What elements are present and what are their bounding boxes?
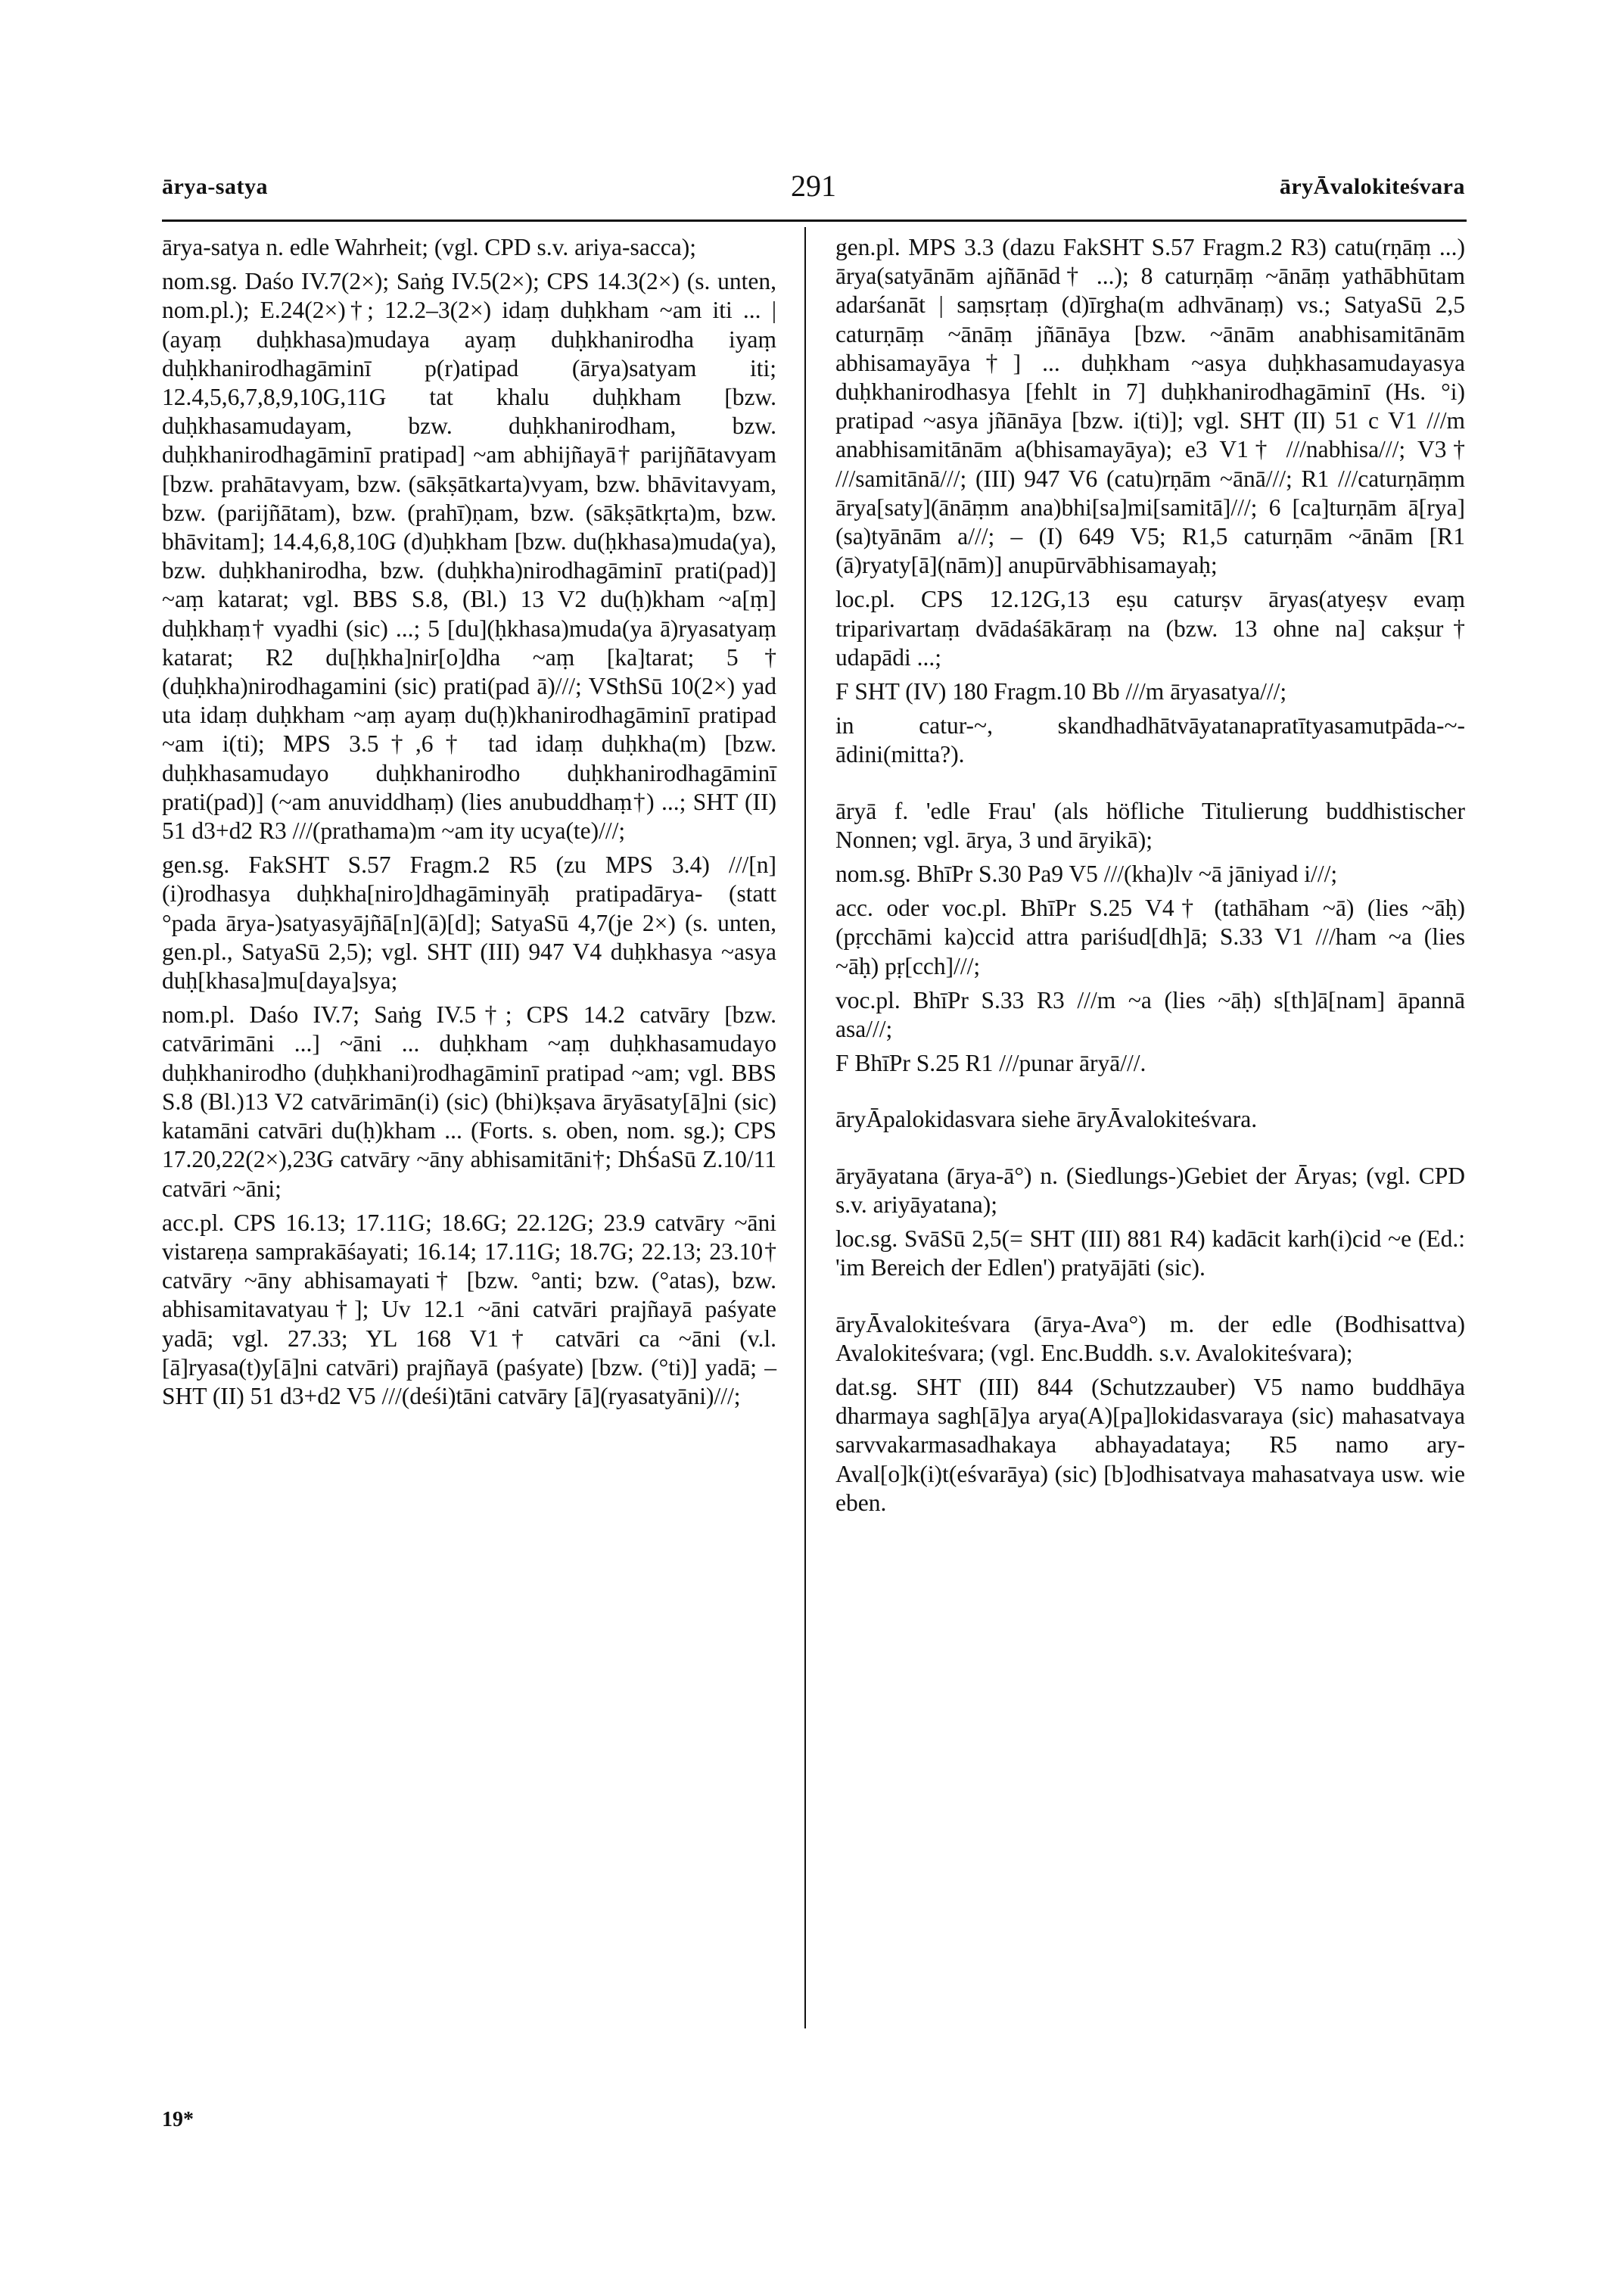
running-head-left: ārya-satya <box>162 174 268 199</box>
entry-compounds: in catur-~, skandhadhātvāyatanapratītyasamutpāda-~-ādini(mitta?). <box>835 712 1465 768</box>
entry-avalokitesvara-dat-sg: dat.sg. SHT (III) 844 (Schutzzauber) V5 namo buddhāya dharmaya sagh[ā]ya arya(A)[pa]lokidasvaraya (sic) mahasatvaya sarvvakarmasadhakaya abhayadataya; R5 namo ary-Aval[o]k(i)t(eśvarāya) (sic) [b]odhisatvaya mahasatvaya usw. wie eben. <box>835 1373 1465 1516</box>
entry-gen-sg: gen.sg. FakSHT S.57 Fragm.2 R5 (zu MPS 3.4) ///[n](i)rodhasya duḥkha[niro]dhagāminyāḥ pratipadārya- (statt °pada ārya-)satyasyājñā[n](ā)[d]; SatyaSū 4,7(je 2×) (s. unten, gen.pl., SatyaSū 2,5); vgl. SHT (III) 947 V4 duḥkhasya ~asya duḥ[khasa]mu[daya]sya; <box>162 851 776 995</box>
running-head-right: āryĀvalokiteśvara <box>1279 174 1465 199</box>
entry-aryayatana-headword: āryāyatana (ārya-ā°) n. (Siedlungs-)Gebiet der Āryas; (vgl. CPD s.v. ariyāyatana); <box>835 1162 1465 1218</box>
entry-nom-sg: nom.sg. Daśo IV.7(2×); Saṅg IV.5(2×); CPS 14.3(2×) (s. unten, nom.pl.); E.24(2×)†; 12.2–3(2×) idaṃ duḥkham ~am iti ... | (ayaṃ duḥkhasa)mudaya ayaṃ duḥkhanirodha iyaṃ duḥkhanirodhagāminī p(r)atipad (ārya)satyam iti; 12.4,5,6,7,8,9,10G,11G tat khalu duḥkham [bzw. duḥkhasamudayam, bzw. duḥkhanirodham, bzw. duḥkhanirodhagāminī pratipad] ~am abhijñayā† parijñātavyam [bzw. prahātavyam, bzw. (sākṣātkarta)vyam, bzw. bhāvitavyam, bzw. (parijñātam), bzw. (prahī)ṇam, bzw. (sākṣātkṛta)m, bzw. bhāvitam]; 14.4,6,8,10G (d)uḥkham [bzw. du(ḥkhasa)muda(ya), bzw. duḥkhanirodha, bzw. (duḥkha)nirodhagāminī prati(pad)] ~aṃ katarat; vgl. BBS S.8, (Bl.) 13 V2 du(ḥ)kham ~a[ṃ] duḥkhaṃ† vyadhi (sic) ...; 5 [du](ḥkhasa)muda(ya ā)ryasatyaṃ katarat; R2 du[ḥkha]nir[o]dha ~aṃ [ka]tarat; 5† (duḥkha)nirodhagamini (sic) prati(pad ā)///; VSthSū 10(2×) yad uta idaṃ duḥkham ~aṃ ayaṃ du(ḥ)khanirodhagāminī pratipad ~am i(ti); MPS 3.5†,6† tad idaṃ duḥkha(m) [bzw. duḥkhasamudayo duḥkhanirodho duḥkhanirodhagāminī prati(pad)] (~am anuviddhaṃ) (lies anubuddhaṃ†) ...; SHT (II) 51 d3+d2 R3 ///(prathama)m ~am ity ucya(te)///; <box>162 268 776 845</box>
entry-aryayatana-loc-sg: loc.sg. SvāSū 2,5(= SHT (III) 881 R4) kadācit karh(i)cid ~e (Ed.: 'im Bereich der Edlen') pratyājāti (sic). <box>835 1225 1465 1281</box>
entry-gen-pl: gen.pl. MPS 3.3 (dazu FakSHT S.57 Fragm.2 R3) catu(rṇāṃ ...) ārya(satyānām ajñānād† ...); 8 caturṇāṃ ~ānāṃ yathābhūtam adarśanāt | saṃsṛtaṃ (d)īrgha(m adhvānaṃ) vs.; SatyaSū 2,5 caturṇāṃ ~ānāṃ jñānāya [bzw. ~ānām anabhisamitānām abhisamayāya†] ... duḥkham ~asya duḥkhasamudayasya duḥkhanirodhasya [fehlt in 7] duḥkhanirodhagāminī (Hs. °i) pratipad ~asya jñānāya [bzw. i(ti)]; vgl. SHT (II) 51 c V1 ///m anabhisamitānām a(bhisamayāya); e3 V1† ///nabhisa///; V3† ///samitānā///; (III) 947 V6 (catu)rṇām ~ānā///; R1 ///caturṇāṃm ārya[saty](ānāṃm ana)bhi[sa]mi[samitā]///; 6 [ca]turṇām ā[rya](sa)tyānām a///; – (I) 649 V5; R1,5 caturṇām ~ānām [R1 (ā)ryaty[ā](nām)] anupūrvābhisamayaḥ; <box>835 234 1465 579</box>
left-column <box>162 233 776 1411</box>
entry-avalokitesvara-headword: āryĀvalokiteśvara (ārya-Ava°) m. der edle (Bodhisattva) Avalokiteśvara; (vgl. Enc.Buddh. s.v. Avalokiteśvara); <box>835 1310 1465 1366</box>
entry-fragment: F SHT (IV) 180 Fragm.10 Bb ///m āryasatya///; <box>835 678 1287 705</box>
entry-arya-nom-sg: nom.sg. BhīPr S.30 Pa9 V5 ///(kha)lv ~ā jāniyad i///; <box>835 861 1338 888</box>
entry-nom-pl: nom.pl. Daśo IV.7; Saṅg IV.5†; CPS 14.2 catvāry [bzw. catvārimāni ...] ~āni ... duḥkham ~aṃ duḥkhasamudayo duḥkhanirodho (duḥkhani)rodhagāminī pratipad ~am; vgl. BBS S.8 (Bl.)13 V2 catvārimān(i) (sic) (bhi)kṣava āryāsaty[ā]ni (sic) katamāni catvāri du(ḥ)kham ... (Forts. s. oben, nom. sg.); CPS 17.20,22(2×),23G catvāry ~āny abhisamitāni†; DhŚaSū Z.10/11 catvāri ~āni; <box>162 1001 776 1202</box>
entry-acc-pl: acc.pl. CPS 16.13; 17.11G; 18.6G; 22.12G; 23.9 catvāry ~āni vistareṇa samprakāśayati; 16.14; 17.11G; 18.7G; 22.13; 23.10† catvāry ~āny abhisamayati† [bzw. °anti; bzw. (°atas), bzw. abhisamitavatyau†]; Uv 12.1 ~āni catvāri prajñayā paśyate yadā; vgl. 27.33; YL 168 V1† catvāri ca ~āni (v.l. [ā]ryasa(t)y[ā]ni catvāri) prajñayā (paśyate) [bzw. (°ti)] yadā; – SHT (II) 51 d3+d2 V5 ///(deśi)tāni catvāry [ā](ryasatyāni)///; <box>162 1209 776 1409</box>
page-number: 291 <box>791 169 836 203</box>
header-rule <box>162 219 1467 222</box>
entry-apalokidasvara: āryĀpalokidasvara siehe āryĀvalokiteśvara. <box>835 1106 1258 1133</box>
entry-arya-fragment: F BhīPr S.25 R1 ///punar āryā///. <box>835 1050 1146 1077</box>
entry-arya-satya-headword: ārya-satya n. edle Wahrheit; (vgl. CPD s.v. ariya-sacca); <box>162 234 696 260</box>
entry-arya-voc-pl: voc.pl. BhīPr S.33 R3 ///m ~a (lies ~āḥ) s[th]ā[nam] āpannā asa///; <box>835 986 1465 1043</box>
column-divider <box>804 227 806 2028</box>
right-column <box>835 233 1465 1518</box>
entry-arya-acc-pl: acc. oder voc.pl. BhīPr S.25 V4† (tathāham ~ā) (lies ~āḥ) (pṛcchāmi ka)ccid attra pariśud[dh]ā; S.33 V1 ///ham ~a (lies ~āḥ) pṛ[cch]///; <box>835 895 1465 979</box>
entry-loc-pl: loc.pl. CPS 12.12G,13 eṣu caturṣv āryas(atyeṣv evaṃ triparivartaṃ dvādaśākāraṃ na (bzw. 13 ohne na] cakṣur† udapādi ...; <box>835 586 1465 671</box>
signature-mark: 19* <box>162 2108 194 2131</box>
page-header <box>162 168 1465 213</box>
entry-arya-headword: āryā f. 'edle Frau' (als höfliche Titulierung buddhistischer Nonnen; vgl. ārya, 3 und āryikā); <box>835 797 1465 853</box>
